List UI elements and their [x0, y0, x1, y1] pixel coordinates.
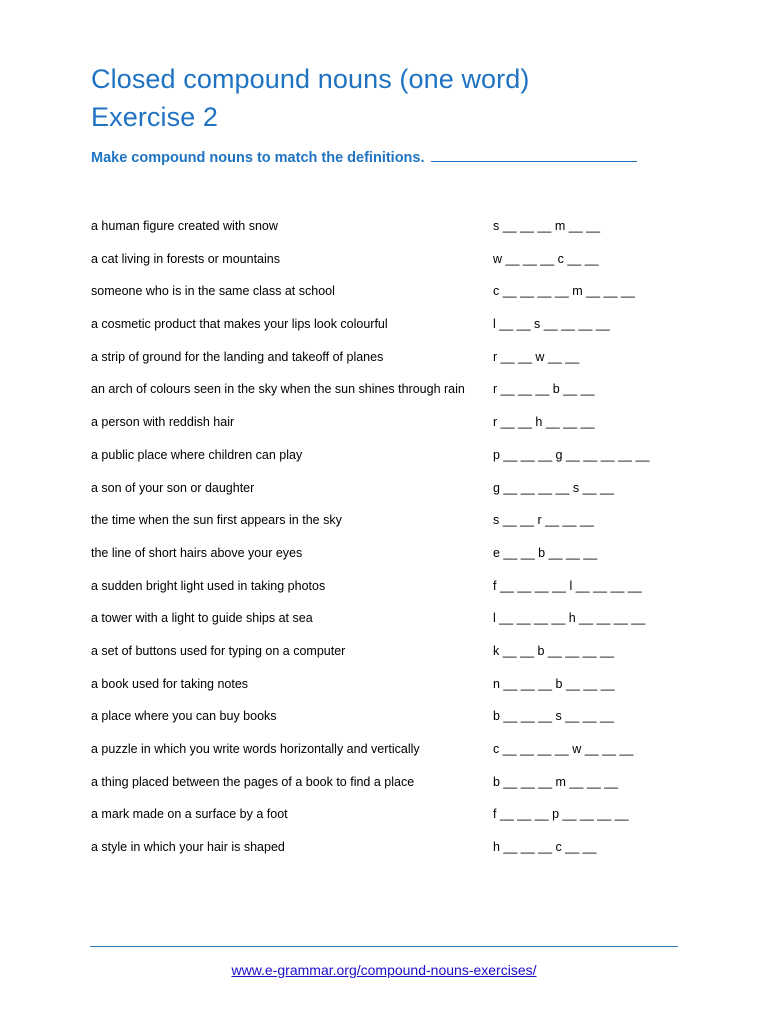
title-line-1: Closed compound nouns (one word): [91, 64, 530, 94]
list-item: [91, 831, 691, 864]
answer-pattern: f __ __ __ p __ __ __ __: [493, 807, 629, 822]
title-line-2: Exercise 2: [91, 102, 219, 132]
definition: a cat living in forests or mountains: [91, 251, 280, 266]
list-item: [91, 308, 691, 341]
answer-pattern: s __ __ __ m __ __: [493, 219, 601, 233]
instruction-text: Make compound nouns to match the definitions.: [91, 150, 425, 166]
definition: a mark made on a surface by a foot: [91, 807, 288, 822]
footer-divider: [90, 946, 678, 947]
name-blank-line: [431, 147, 637, 162]
answer-pattern: k __ __ b __ __ __ __: [493, 643, 614, 658]
list-item: [91, 537, 691, 570]
answer-pattern: c __ __ __ __ w __ __ __: [493, 742, 634, 756]
definition: a son of your son or daughter: [91, 480, 255, 495]
instruction: [91, 147, 637, 166]
definition: a thing placed between the pages of a book to find a place: [91, 774, 415, 789]
answer-pattern: g __ __ __ __ s __ __: [493, 480, 614, 495]
answer-pattern: b __ __ __ m __ __ __: [493, 774, 619, 789]
answer-pattern: r __ __ w __ __: [493, 349, 580, 364]
definition: a puzzle in which you write words horizontally and vertically: [91, 742, 420, 756]
list-item: [91, 439, 691, 472]
definition: the line of short hairs above your eyes: [91, 545, 303, 560]
footer-link[interactable]: www.e-grammar.org/compound-nouns-exercises/: [231, 962, 537, 978]
list-item: [91, 341, 691, 374]
answer-pattern: w __ __ __ c __ __: [493, 251, 599, 266]
list-item: [91, 602, 691, 635]
list-item: [91, 210, 691, 243]
list-item: [91, 373, 691, 406]
list-item: [91, 700, 691, 733]
definition: a place where you can buy books: [91, 709, 277, 724]
answer-pattern: h __ __ __ c __ __: [493, 840, 597, 855]
answer-pattern: n __ __ __ b __ __ __: [493, 676, 615, 691]
list-item: [91, 798, 691, 831]
list-item: [91, 243, 691, 276]
list-item: [91, 733, 691, 766]
answer-pattern: r __ __ __ b __ __: [493, 382, 595, 397]
list-item: [91, 406, 691, 439]
definition: a set of buttons used for typing on a computer: [91, 643, 346, 658]
answer-pattern: f __ __ __ __ l __ __ __ __: [493, 578, 642, 593]
definition: a sudden bright light used in taking photos: [91, 578, 326, 593]
page-title: [91, 60, 529, 136]
answer-pattern: s __ __ r __ __ __: [493, 513, 594, 528]
definition: a tower with a light to guide ships at sea: [91, 611, 313, 626]
definition: a human figure created with snow: [91, 219, 278, 233]
definition: a style in which your hair is shaped: [91, 840, 285, 855]
list-item: [91, 504, 691, 537]
definition: an arch of colours seen in the sky when the sun shines through rain: [91, 382, 465, 397]
exercise-list: [91, 210, 691, 864]
definition: a public place where children can play: [91, 447, 303, 462]
definition: a cosmetic product that makes your lips look colourful: [91, 317, 388, 332]
list-item: [91, 275, 691, 308]
answer-pattern: p __ __ __ g __ __ __ __ __: [493, 447, 650, 462]
definition: someone who is in the same class at school: [91, 284, 335, 299]
definition: a person with reddish hair: [91, 415, 235, 430]
answer-pattern: c __ __ __ __ m __ __ __: [493, 284, 635, 299]
list-item: [91, 766, 691, 799]
list-item: [91, 472, 691, 505]
definition: a book used for taking notes: [91, 676, 249, 691]
list-item: [91, 570, 691, 603]
definition: the time when the sun first appears in the sky: [91, 513, 342, 528]
answer-pattern: e __ __ b __ __ __: [493, 545, 598, 560]
list-item: [91, 668, 691, 701]
answer-pattern: l __ __ __ __ h __ __ __ __: [493, 611, 646, 626]
definition: a strip of ground for the landing and takeoff of planes: [91, 349, 384, 364]
answer-pattern: b __ __ __ s __ __ __: [493, 709, 614, 724]
list-item: [91, 635, 691, 668]
answer-pattern: r __ __ h __ __ __: [493, 415, 595, 430]
answer-pattern: l __ __ s __ __ __ __: [493, 317, 610, 332]
